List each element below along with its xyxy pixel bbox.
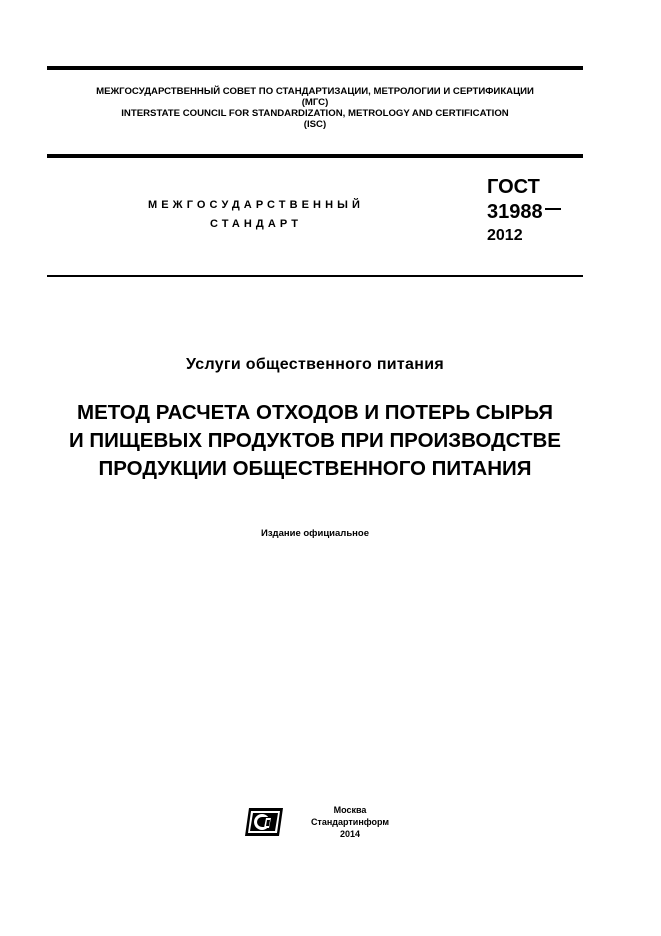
publisher-block <box>300 804 400 840</box>
title-line-2: И ПИЩЕВЫХ ПРОДУКТОВ ПРИ ПРОИЗВОДСТВЕ <box>69 429 561 452</box>
publisher-year: 2014 <box>339 829 361 839</box>
publisher-name: Стандартинформ <box>310 817 390 827</box>
gost-prefix: ГОСТ <box>487 176 540 198</box>
lower-rule <box>47 275 583 277</box>
council-name-en: INTERSTATE COUNCIL FOR STANDARDIZATION, METROLOGY AND CERTIFICATION <box>121 108 509 119</box>
gost-number: 31988 <box>487 201 543 223</box>
title-line-3: ПРОДУКЦИИ ОБЩЕСТВЕННОГО ПИТАНИЯ <box>98 457 532 480</box>
standard-type-label <box>120 196 392 234</box>
gost-designation <box>487 175 561 247</box>
gost-year: 2012 <box>487 227 523 244</box>
standard-type-line1: МЕЖГОСУДАРСТВЕННЫЙ <box>147 199 365 211</box>
standard-type-line2: СТАНДАРТ <box>209 218 303 230</box>
document-title <box>30 399 600 483</box>
council-abbr-en: (ISC) <box>303 119 327 130</box>
top-rule <box>47 66 583 70</box>
council-abbr-ru: (МГС) <box>301 97 329 108</box>
publisher-city: Москва <box>333 805 367 815</box>
gost-dash <box>545 208 561 210</box>
document-subtitle: Услуги общественного питания <box>186 356 444 373</box>
council-header <box>47 86 583 130</box>
title-line-1: МЕТОД РАСЧЕТА ОТХОДОВ И ПОТЕРЬ СЫРЬЯ <box>77 401 553 424</box>
gost-number-row <box>487 200 561 225</box>
council-name-ru: МЕЖГОСУДАРСТВЕННЫЙ СОВЕТ ПО СТАНДАРТИЗАЦИИ, МЕТРОЛОГИИ И СЕРТИФИКАЦИИ <box>96 86 534 97</box>
middle-rule <box>47 154 583 158</box>
standartinform-logo-icon <box>245 806 285 838</box>
edition-note: Издание официальное <box>261 528 369 539</box>
